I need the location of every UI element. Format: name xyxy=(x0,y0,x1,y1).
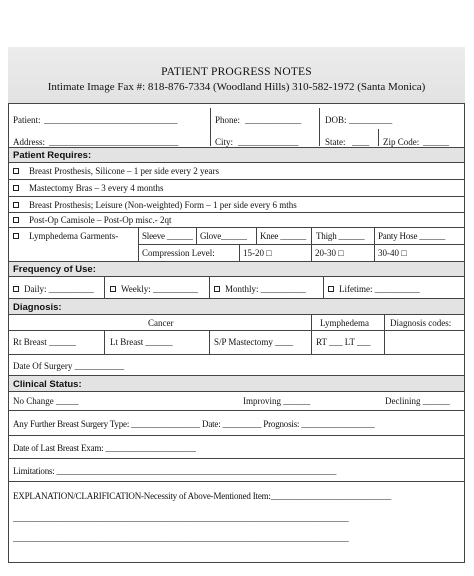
form-title: PATIENT PROGRESS NOTES xyxy=(161,66,312,78)
compression-15-20[interactable]: 15-20 □ xyxy=(243,248,272,258)
form-subtitle: Intimate Image Fax #: 818-876-7334 (Woodland Hills) 310-582-1972 (Santa Monica) xyxy=(47,81,426,93)
patient-label: Patient: xyxy=(13,115,41,125)
rt-breast-field[interactable]: Rt Breast ______ xyxy=(13,337,76,347)
clinical-status-heading: Clinical Status: xyxy=(13,379,82,390)
last-exam-field[interactable]: Date of Last Breast Exam: _____________________ xyxy=(13,444,196,453)
rule xyxy=(9,330,464,331)
rule xyxy=(138,244,464,245)
rule xyxy=(9,196,464,197)
monthly-field: Monthly: __________ xyxy=(225,284,306,294)
lymphedema-header: Lymphedema xyxy=(320,318,369,328)
phone-field[interactable]: _____________ xyxy=(245,116,301,125)
divider xyxy=(196,227,197,244)
thigh-field[interactable]: Thigh ______ xyxy=(316,232,365,241)
rule xyxy=(9,481,464,482)
divider xyxy=(378,129,379,146)
no-change-field[interactable]: No Change _____ xyxy=(13,396,79,406)
zip-field[interactable]: ______ xyxy=(423,138,449,147)
compression-30-40[interactable]: 30-40 □ xyxy=(378,248,407,258)
zip-label: Zip Code: xyxy=(383,137,420,147)
rule xyxy=(9,435,464,436)
further-surgery-field[interactable]: Any Further Breast Surgery Type: ________________ Date: _________ Prognosis: _________________ xyxy=(13,420,375,429)
rule xyxy=(9,227,464,228)
rt-lt-field[interactable]: RT ___ LT ___ xyxy=(316,337,371,347)
rule xyxy=(9,276,464,277)
rule xyxy=(9,179,464,180)
rule xyxy=(9,162,464,163)
diagnosis-heading: Diagnosis: xyxy=(13,302,62,313)
compression-level-label: Compression Level: xyxy=(142,248,215,258)
address-label: Address: xyxy=(13,137,45,147)
diagnosis-codes-header: Diagnosis codes: xyxy=(390,318,452,328)
section-band xyxy=(9,299,464,314)
divider xyxy=(384,314,385,354)
divider xyxy=(239,244,240,261)
patient-field[interactable]: _______________________________ xyxy=(44,116,178,125)
rule xyxy=(9,410,464,411)
divider xyxy=(104,330,105,354)
sp-mastectomy-field[interactable]: S/P Mastectomy ____ xyxy=(214,337,294,347)
rule xyxy=(9,212,464,213)
explanation-line-1[interactable]: ______________________________________________________________________________ xyxy=(13,514,349,523)
state-label: State: xyxy=(325,137,346,147)
explanation-line-2[interactable]: ______________________________________________________________________________ xyxy=(13,534,349,543)
panty-hose-field[interactable]: Panty Hose ______ xyxy=(378,232,446,241)
explanation-field[interactable]: EXPLANATION/CLARIFICATION-Necessity of Above-Mentioned Item:____________________________ xyxy=(13,492,392,501)
divider xyxy=(311,314,312,354)
dob-field[interactable]: __________ xyxy=(349,116,393,125)
dob-label: DOB: xyxy=(325,115,347,125)
frequency-heading: Frequency of Use: xyxy=(13,264,96,275)
requires-item-3: Breast Prosthesis; Leisure (Non-weighted) Form – 1 per side every 6 mths xyxy=(29,200,297,210)
sleeve-field[interactable]: Sleeve ______ xyxy=(142,232,193,241)
monthly-checkbox[interactable] xyxy=(214,286,220,292)
lymphedema-checkbox[interactable] xyxy=(13,233,19,239)
city-field[interactable]: ______________ xyxy=(238,138,299,147)
lymphedema-garments-label: Lymphedema Garments- xyxy=(29,231,119,241)
weekly-checkbox[interactable] xyxy=(110,286,116,292)
leisure-form-checkbox[interactable] xyxy=(13,202,19,208)
state-field[interactable]: ____ xyxy=(352,138,370,147)
limitations-field[interactable]: Limitations: _________________________________________________________________ xyxy=(13,467,337,476)
phone-label: Phone: xyxy=(215,115,241,125)
divider xyxy=(209,330,210,354)
cancer-header: Cancer xyxy=(148,318,174,328)
divider xyxy=(256,227,257,244)
daily-field: Daily: __________ xyxy=(24,284,94,294)
daily-checkbox[interactable] xyxy=(13,286,19,292)
rule xyxy=(9,391,464,392)
breast-prosthesis-checkbox[interactable] xyxy=(13,168,19,174)
address-field[interactable]: ______________________________ xyxy=(49,138,179,147)
lifetime-field: Lifetime: __________ xyxy=(339,284,420,294)
divider xyxy=(323,276,324,298)
weekly-field: Weekly: __________ xyxy=(121,284,199,294)
knee-field[interactable]: Knee ______ xyxy=(260,232,307,241)
divider xyxy=(104,276,105,298)
divider xyxy=(319,108,320,146)
requires-item-2: Mastectomy Bras – 3 every 4 months xyxy=(29,183,164,193)
requires-item-1: Breast Prosthesis, Silicone – 1 per side every 2 years xyxy=(29,166,219,176)
divider xyxy=(209,276,210,298)
requires-item-4: Post-Op Camisole – Post-Op misc.- 2qt xyxy=(29,215,172,225)
mastectomy-bras-checkbox[interactable] xyxy=(13,185,19,191)
declining-field[interactable]: Declining ______ xyxy=(385,396,450,406)
city-label: City: xyxy=(215,137,234,147)
post-op-camisole-checkbox[interactable] xyxy=(13,217,19,223)
requires-heading: Patient Requires: xyxy=(13,150,92,161)
compression-20-30[interactable]: 20-30 □ xyxy=(315,248,344,258)
date-of-surgery-field[interactable]: Date Of Surgery ___________ xyxy=(13,361,125,371)
divider xyxy=(210,108,211,146)
rule xyxy=(9,354,464,355)
lifetime-checkbox[interactable] xyxy=(328,286,334,292)
form-header xyxy=(8,47,465,104)
rule xyxy=(9,458,464,459)
glove-field[interactable]: Glove______ xyxy=(200,232,247,241)
rule xyxy=(9,314,464,315)
lt-breast-field[interactable]: Lt Breast ______ xyxy=(110,337,173,347)
improving-field[interactable]: Improving ______ xyxy=(243,396,311,406)
